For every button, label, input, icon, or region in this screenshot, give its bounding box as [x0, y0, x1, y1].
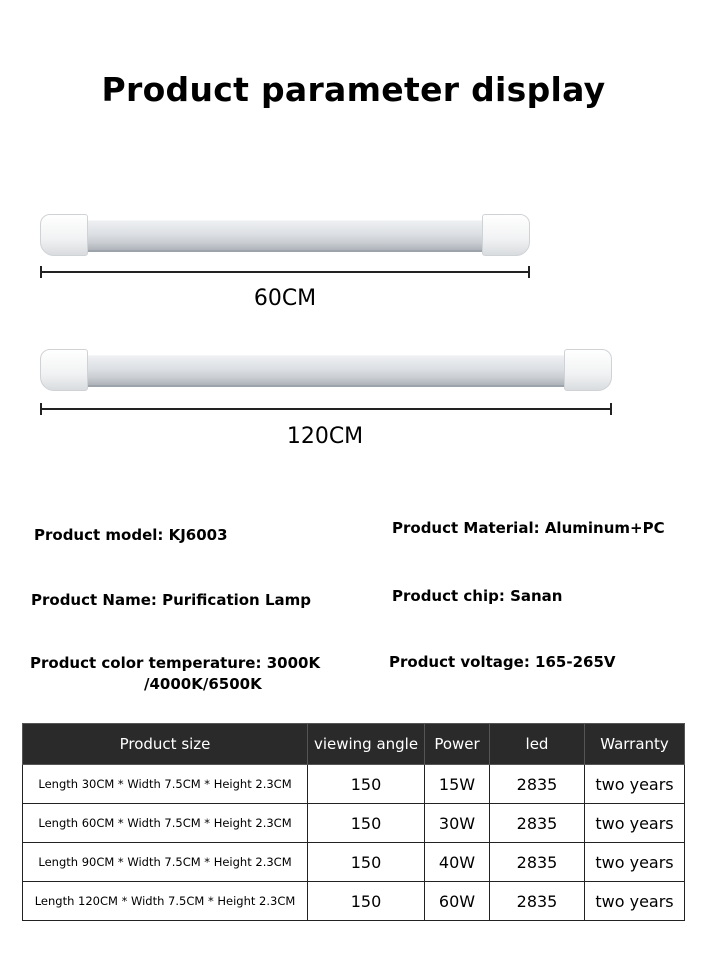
table-row — [23, 882, 685, 921]
cell-led: 2835 — [490, 843, 585, 882]
header-viewing-angle: viewing angle — [308, 724, 425, 765]
cell-product-size: Length 60CM * Width 7.5CM * Height 2.3CM — [23, 804, 308, 843]
table-row — [23, 804, 685, 843]
header-led: led — [490, 724, 585, 765]
header-product-size: Product size — [23, 724, 308, 765]
cell-warranty: two years — [585, 882, 685, 921]
page-title: Product parameter display — [101, 70, 606, 109]
cell-warranty: two years — [585, 765, 685, 804]
lamp-60cm-image — [40, 214, 530, 256]
lamp-end-cap — [40, 349, 88, 391]
lamp-end-cap — [482, 214, 530, 256]
spec-product-voltage: Product voltage: 165-265V — [389, 653, 616, 671]
cell-viewing-angle: 150 — [308, 843, 425, 882]
cell-warranty: two years — [585, 804, 685, 843]
cell-viewing-angle: 150 — [308, 765, 425, 804]
spec-color-temperature — [30, 653, 320, 695]
cell-power: 30W — [425, 804, 490, 843]
table-header-row — [23, 724, 685, 765]
lamp-120cm-image — [40, 349, 612, 391]
cell-led: 2835 — [490, 804, 585, 843]
cell-warranty: two years — [585, 843, 685, 882]
cell-led: 2835 — [490, 882, 585, 921]
cell-power: 60W — [425, 882, 490, 921]
cell-led: 2835 — [490, 765, 585, 804]
cell-product-size: Length 30CM * Width 7.5CM * Height 2.3CM — [23, 765, 308, 804]
cell-product-size: Length 120CM * Width 7.5CM * Height 2.3CM — [23, 882, 308, 921]
spec-color-temperature-line1: Product color temperature: 3000K — [30, 654, 321, 672]
table-row — [23, 765, 685, 804]
table-row — [23, 843, 685, 882]
cell-power: 15W — [425, 765, 490, 804]
spec-product-name: Product Name: Purification Lamp — [31, 591, 312, 609]
header-warranty: Warranty — [585, 724, 685, 765]
lamp-body — [70, 220, 500, 252]
cell-viewing-angle: 150 — [308, 882, 425, 921]
cell-power: 40W — [425, 843, 490, 882]
spec-color-temperature-line2: /4000K/6500K — [144, 675, 262, 693]
cell-product-size: Length 90CM * Width 7.5CM * Height 2.3CM — [23, 843, 308, 882]
dimension-label-60cm: 60CM — [253, 286, 317, 311]
parameter-table — [22, 723, 685, 921]
dimension-label-120cm: 120CM — [286, 424, 364, 449]
lamp-end-cap — [40, 214, 88, 256]
spec-product-material: Product Material: Aluminum+PC — [392, 519, 665, 537]
spec-product-model: Product model: KJ6003 — [34, 526, 228, 544]
lamp-end-cap — [564, 349, 612, 391]
spec-product-chip: Product chip: Sanan — [392, 587, 563, 605]
dimension-line-120cm — [40, 408, 612, 410]
cell-viewing-angle: 150 — [308, 804, 425, 843]
header-power: Power — [425, 724, 490, 765]
lamp-body — [70, 355, 582, 387]
dimension-line-60cm — [40, 271, 530, 273]
